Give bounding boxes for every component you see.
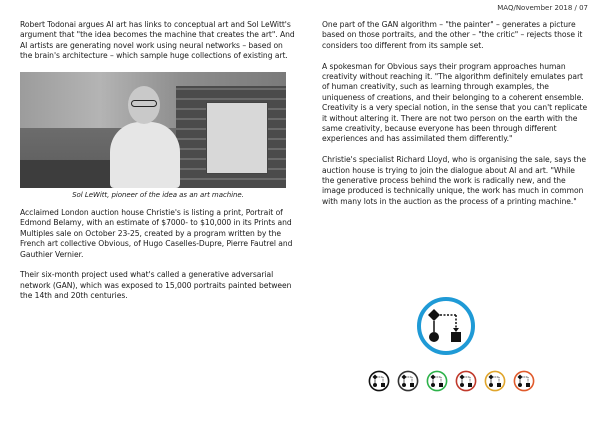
flowchart-icon	[416, 296, 476, 356]
left-paragraph-3: Their six-month project used what's called a generative adversarial network (GAN), which was exposed to 15,000 portraits painted between the 14th and 20th centuries.	[20, 270, 292, 301]
photo-caption: Sol LeWitt, pioneer of the idea as an art machine.	[72, 191, 244, 200]
flowchart-icon	[426, 370, 448, 392]
right-paragraph-2: A spokesman for Obvious says their program approaches human creativity without reaching it. "The algorithm definitely emulates part of human creativity, such as learning through examples, the uniqueness of creations, and their belonging to a coherent ensemble. Creativity is a very special notion, in the sense that you can't replicate it without altering it. There are not two person on the earth with the same creativity, because everyone has been through different experiences and has assimilated them differently."	[322, 61, 588, 144]
flowchart-icon	[484, 370, 506, 392]
flowchart-icon	[397, 370, 419, 392]
left-column	[20, 20, 296, 312]
right-column	[322, 20, 588, 218]
right-paragraph-1: One part of the GAN algorithm – "the painter" – generates a picture based on those portraits, and the other – "the critic" – rejects those it considers too different from its sample set.	[322, 20, 583, 50]
flowchart-icon	[513, 370, 535, 392]
flowchart-icon	[368, 370, 390, 392]
page-reference: MAQ/November 2018 / 07	[497, 4, 588, 12]
icon-row	[368, 370, 535, 392]
logo-ring	[419, 299, 473, 353]
flowchart-icon	[455, 370, 477, 392]
right-paragraph-3: Christie's specialist Richard Lloyd, who is organising the sale, says the auction house is trying to join the dialogue about AI and art. "While the generative process behind the work is radically new, and the image produced is technically unique, the work has much in common with many lots in the auction as the process of a printing machine."	[322, 155, 586, 206]
left-paragraph-1: Robert Todonai argues AI art has links to conceptual art and Sol LeWitt's argument that "the idea becomes the machine that creates the art". And AI artists are generating novel work using neural networks – based on the brain's architecture – which sample huge collections of existing art.	[20, 20, 295, 61]
left-paragraph-2: Acclaimed London auction house Christie's is listing a print, Portrait of Edmond Belamy, with an estimate of $7000- to $10,000 in its Prints and Multiples sale on October 23-25, created by a program written by the French art collective Obvious, of Hugo Caselles-Dupre, Pierre Fautrel and Gauthier Vernier.	[20, 208, 293, 259]
sol-lewitt-photo	[20, 72, 286, 188]
